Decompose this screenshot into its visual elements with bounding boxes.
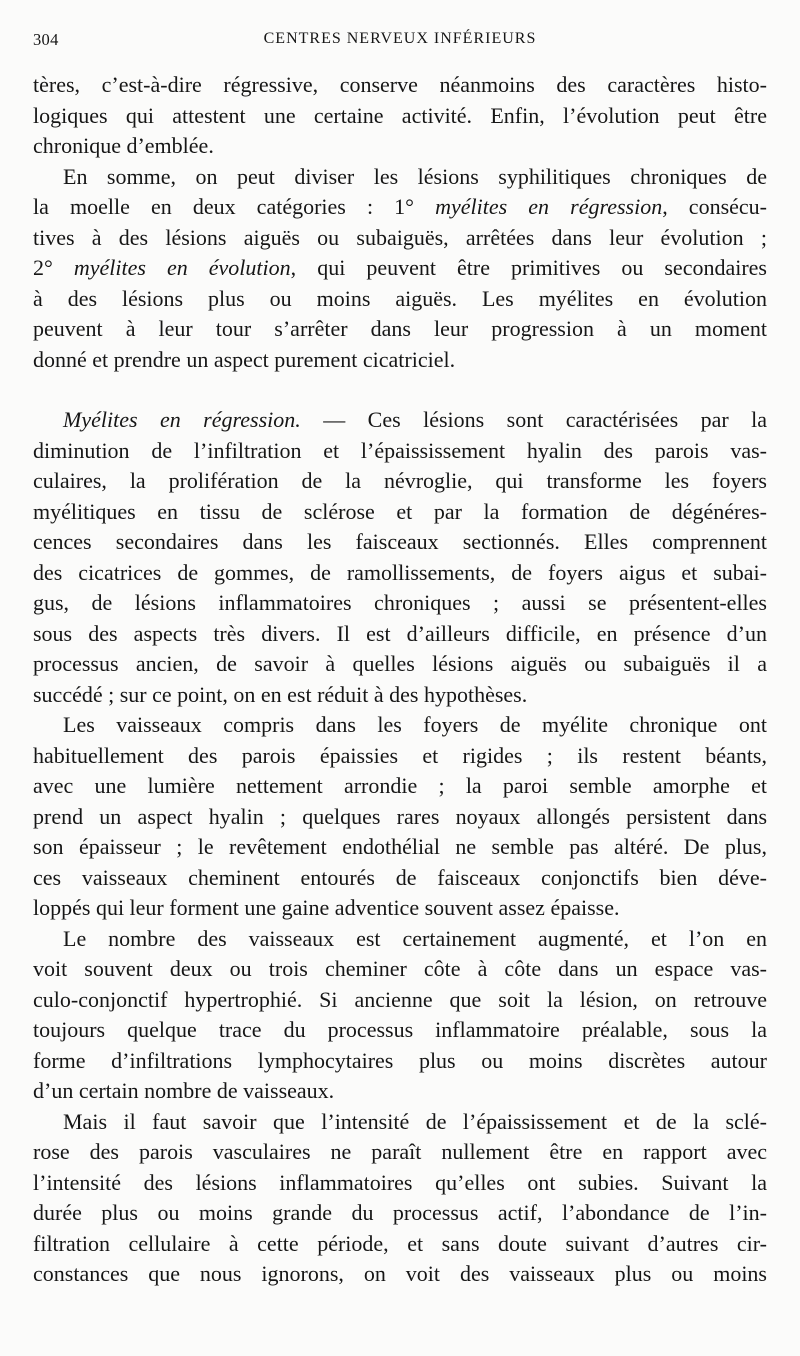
- section-heading: Myélites en régression.: [63, 407, 301, 432]
- text-line: voit souvent deux ou trois cheminer côte à côte dans un espace vas-: [33, 956, 767, 981]
- text-line: sous des aspects très divers. Il est d’ailleurs difficile, en présence d’un: [33, 620, 767, 646]
- text-line: constances que nous ignorons, on voit des vaisseaux plus ou moins: [33, 1261, 767, 1286]
- text-line: tives à des lésions aiguës ou subaiguës, arrêtées dans leur évolution ;: [33, 224, 767, 250]
- text-line: durée plus ou moins grande du processus actif, l’abondance de l’in-: [33, 1200, 767, 1225]
- text-line: rose des parois vasculaires ne paraît nullement être en rapport avec: [33, 1139, 767, 1164]
- text-run: , consécu-: [662, 194, 767, 219]
- section-gap: [33, 375, 767, 405]
- text-run: la moelle en deux catégories : 1°: [33, 194, 436, 219]
- text-line: diminution de l’infiltration et l’épaississement hyalin des parois vas-: [33, 437, 767, 463]
- text-line: toujours quelque trace du processus inflammatoire préalable, sous la: [33, 1017, 767, 1042]
- text-line: avec une lumière nettement arrondie ; la paroi semble amorphe et: [33, 773, 767, 798]
- text-line: donné et prendre un aspect purement cicatriciel.: [33, 346, 456, 372]
- text-line: myélitiques en tissu de sclérose et par la formation de dégénéres-: [33, 498, 767, 524]
- text-run: 2°: [33, 255, 74, 280]
- text-line: habituellement des parois épaissies et rigides ; ils restent béants,: [33, 742, 767, 768]
- text-line: logiques qui attestent une certaine activité. Enfin, l’évolution peut être: [33, 102, 767, 128]
- text-line: tères, c’est-à-dire régressive, conserve néanmoins des caractères histo-: [33, 72, 767, 97]
- text-line: Mais il faut savoir que l’intensité de l’épaississement et de la sclé-: [63, 1108, 767, 1134]
- text-line: ces vaisseaux cheminent entourés de faisceaux conjonctifs bien déve-: [33, 864, 767, 890]
- text-line: à des lésions plus ou moins aiguës. Les myélites en évolution: [33, 285, 767, 311]
- text-line: gus, de lésions inflammatoires chroniques ; aussi se présentent-elles: [33, 590, 767, 615]
- text-run: , qui peuvent être primitives ou secondaires: [290, 255, 767, 280]
- text-line: culaires, la prolifération de la névroglie, qui transforme les foyers: [33, 468, 767, 493]
- running-title: CENTRES NERVEUX INFÉRIEURS: [263, 30, 537, 47]
- text-line: Le nombre des vaisseaux est certainement augmenté, et l’on en: [63, 925, 767, 951]
- text-line: [33, 405, 767, 436]
- text-line: l’intensité des lésions inflammatoires qu’elles ont subies. Suivant la: [33, 1169, 767, 1195]
- text-line: En somme, on peut diviser les lésions syphilitiques chroniques de: [63, 163, 767, 189]
- text-line: processus ancien, de savoir à quelles lésions aiguës ou subaiguës il a: [33, 651, 767, 676]
- text-run: — Ces lésions sont caractérisées par la: [300, 407, 768, 432]
- text-line: Les vaisseaux compris dans les foyers de myélite chronique ont: [63, 712, 767, 737]
- text-line: forme d’infiltrations lymphocytaires plus ou moins discrètes autour: [33, 1047, 767, 1073]
- text-line: prend un aspect hyalin ; quelques rares noyaux allongés persistent dans: [33, 803, 767, 829]
- text-line: son épaisseur ; le revêtement endothélial ne semble pas altéré. De plus,: [33, 834, 767, 859]
- text-line: [33, 253, 767, 284]
- text-line: cences secondaires dans les faisceaux sectionnés. Elles comprennent: [33, 529, 767, 554]
- text-line: peuvent à leur tour s’arrêter dans leur progression à un moment: [33, 316, 767, 341]
- running-head: [33, 30, 767, 56]
- text-line: chronique d’emblée.: [33, 133, 214, 158]
- page-number: 304: [33, 30, 59, 49]
- text-line: succédé ; sur ce point, on en est réduit à des hypothèses.: [33, 681, 528, 707]
- text-line: d’un certain nombre de vaisseaux.: [33, 1078, 335, 1103]
- text-line: loppés qui leur forment une gaine adventice souvent assez épaisse.: [33, 895, 620, 920]
- italic-term: myélites en régression: [435, 194, 663, 219]
- italic-term: myélites en évolution: [73, 255, 291, 280]
- text-line: des cicatrices de gommes, de ramollissements, de foyers aigus et subai-: [33, 559, 767, 585]
- text-line: [33, 192, 767, 223]
- body-text: [33, 70, 767, 1290]
- text-line: culo-conjonctif hypertrophié. Si ancienne que soit la lésion, on retrouve: [33, 986, 767, 1012]
- text-line: filtration cellulaire à cette période, et sans doute suivant d’autres cir-: [33, 1230, 767, 1256]
